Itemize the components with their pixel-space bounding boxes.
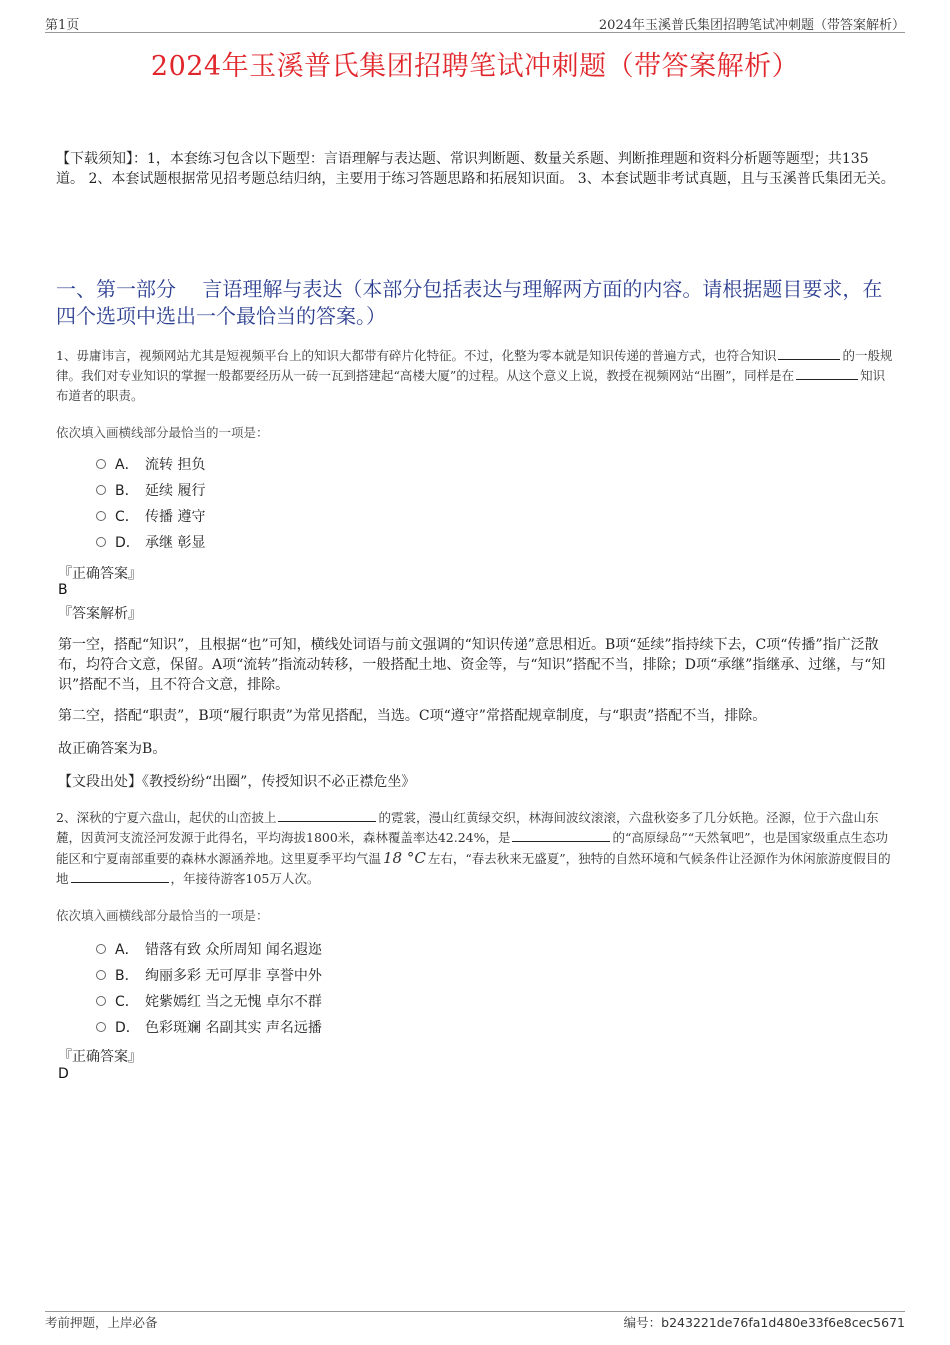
question-2-text-part: ，年接待游客105万人次。	[170, 871, 320, 886]
radio-icon[interactable]	[96, 459, 106, 469]
option-d[interactable]	[96, 530, 205, 556]
option-text: 色彩斑斓 名副其实 声名远播	[145, 1020, 322, 1036]
footer-slogan: 考前押题，上岸必备	[45, 1315, 158, 1330]
analysis-paragraph-1: 第一空，搭配“知识”，且根据“也”可知，横线处词语与前文强调的“知识传递”意思相近。B项“延续”指持续下去，C项“传播”指广泛散布，均符合文意，保留。A项“流转”指流动转移，一般搭配土地、资金等，与“知识”搭配不当，排除；D项“承继”指继承、过继，与“知识”搭配不当，且不符合文意，排除。	[58, 637, 886, 693]
analysis-paragraph-2: 第二空，搭配“职责”，B项“履行职责”为常见搭配，当选。C项“遵守”常搭配规章制度，与“职责”搭配不当，排除。	[58, 708, 767, 724]
question-2-prompt: 依次填入画横线部分最恰当的一项是：	[56, 908, 269, 923]
page-number: 第1页	[45, 18, 80, 33]
download-notice: 【下载须知】：1，本套练习包含以下题型：言语理解与表达题、常识判断题、数量关系题、判断推理题和资料分析题等题型；共135道。 2、本套试题根据常见招考题总结归纳，主要用于练习答题思路和拓展知识面。 3、本套试题非考试真题，且与玉溪普氏集团无关。	[56, 151, 895, 187]
question-1-text-part: 知识布道者的职责。	[56, 368, 886, 403]
radio-icon[interactable]	[96, 944, 106, 954]
question-1-options	[96, 452, 205, 556]
analysis-paragraph-3: 故正确答案为B。	[58, 741, 167, 757]
passage-source: 【文段出处】《教授纷纷“出圈”，传授知识不必正襟危坐》	[58, 774, 416, 790]
analysis-label: 『答案解析』	[58, 606, 142, 622]
option-c[interactable]	[96, 504, 205, 530]
header-divider	[45, 32, 905, 33]
option-letter: D．	[115, 1020, 140, 1036]
question-1-text-part: 1、毋庸讳言，视频网站尤其是短视频平台上的知识大都带有碎片化特征。不过，化整为零本就是知识传递的普遍方式，也符合知识	[56, 348, 777, 363]
question-2-options	[96, 937, 322, 1041]
document-id: 编号：b243221de76fa1d480e33f6e8cec5671	[623, 1315, 905, 1330]
option-letter: A．	[115, 457, 139, 473]
option-a[interactable]	[96, 937, 322, 963]
option-a[interactable]	[96, 452, 205, 478]
option-letter: C．	[115, 994, 139, 1010]
option-text: 延续 履行	[145, 483, 206, 499]
question-2-text-part: 左右，“春去秋来无盛夏”，独特的自然环境和气候条件让泾源作为休闲旅游度假目的地	[56, 851, 891, 886]
option-text: 传播 遵守	[145, 509, 206, 525]
temperature-formula: 18 °C	[383, 849, 426, 867]
correct-answer: B	[58, 582, 68, 598]
radio-icon[interactable]	[96, 1022, 106, 1032]
radio-icon[interactable]	[96, 511, 106, 521]
document-title: 2024年玉溪普氏集团招聘笔试冲刺题（带答案解析）	[150, 51, 800, 82]
option-d[interactable]	[96, 1015, 322, 1041]
correct-answer: D	[58, 1066, 69, 1082]
option-letter: C．	[115, 509, 139, 525]
radio-icon[interactable]	[96, 996, 106, 1006]
radio-icon[interactable]	[96, 970, 106, 980]
radio-icon[interactable]	[96, 485, 106, 495]
question-1-prompt: 依次填入画横线部分最恰当的一项是：	[56, 425, 269, 440]
answer-blank	[512, 829, 610, 842]
page-header	[45, 14, 905, 34]
question-2-text-part: 的“高原绿岛”“天然氧吧”，也是国家级重点生态功能区和宁夏南部重要的森林水源涵养地。这里夏季平均气温	[56, 830, 889, 866]
option-text: 错落有致 众所周知 闻名遐迩	[145, 942, 322, 958]
question-2-text-part: 的霓裳，漫山红黄绿交织，林海间波纹滚滚，六盘秋姿多了几分妖艳。泾源，位于六盘山东麓，因黄河支流泾河发源于此得名，平均海拔1800米，森林覆盖率达42.24%，是	[56, 810, 879, 845]
answer-blank	[71, 870, 169, 883]
answer-blank	[796, 367, 858, 380]
correct-answer-label: 『正确答案』	[58, 1049, 142, 1065]
question-2-text	[56, 808, 896, 889]
header-doc-title: 2024年玉溪普氏集团招聘笔试冲刺题（带答案解析）	[598, 18, 905, 33]
answer-blank	[278, 809, 376, 822]
section-heading: 一、第一部分 言语理解与表达（本部分包括表达与理解两方面的内容。请根据题目要求，在四个选项中选出一个最恰当的答案。）	[56, 277, 883, 328]
question-2-text-part: 2、深秋的宁夏六盘山，起伏的山峦披上	[56, 810, 277, 825]
option-text: 承继 彰显	[145, 535, 206, 551]
option-b[interactable]	[96, 478, 205, 504]
radio-icon[interactable]	[96, 537, 106, 547]
footer-divider	[45, 1311, 905, 1312]
option-text: 姹紫嫣红 当之无愧 卓尔不群	[145, 994, 322, 1010]
option-letter: A．	[115, 942, 139, 958]
question-1-text-part: 的一般规律。我们对专业知识的掌握一般都要经历从一砖一瓦到搭建起“高楼大厦”的过程。从这个意义上说，教授在视频网站“出圈”，同样是在	[56, 348, 893, 383]
correct-answer-label: 『正确答案』	[58, 566, 142, 582]
option-letter: B．	[115, 483, 139, 499]
option-text: 流转 担负	[145, 457, 206, 473]
option-letter: B．	[115, 968, 139, 984]
option-letter: D．	[115, 535, 140, 551]
option-text: 绚丽多彩 无可厚非 享誉中外	[145, 968, 322, 984]
option-b[interactable]	[96, 963, 322, 989]
page-footer	[45, 1313, 905, 1331]
option-c[interactable]	[96, 989, 322, 1015]
answer-blank	[778, 347, 840, 360]
question-1-text	[56, 346, 896, 406]
